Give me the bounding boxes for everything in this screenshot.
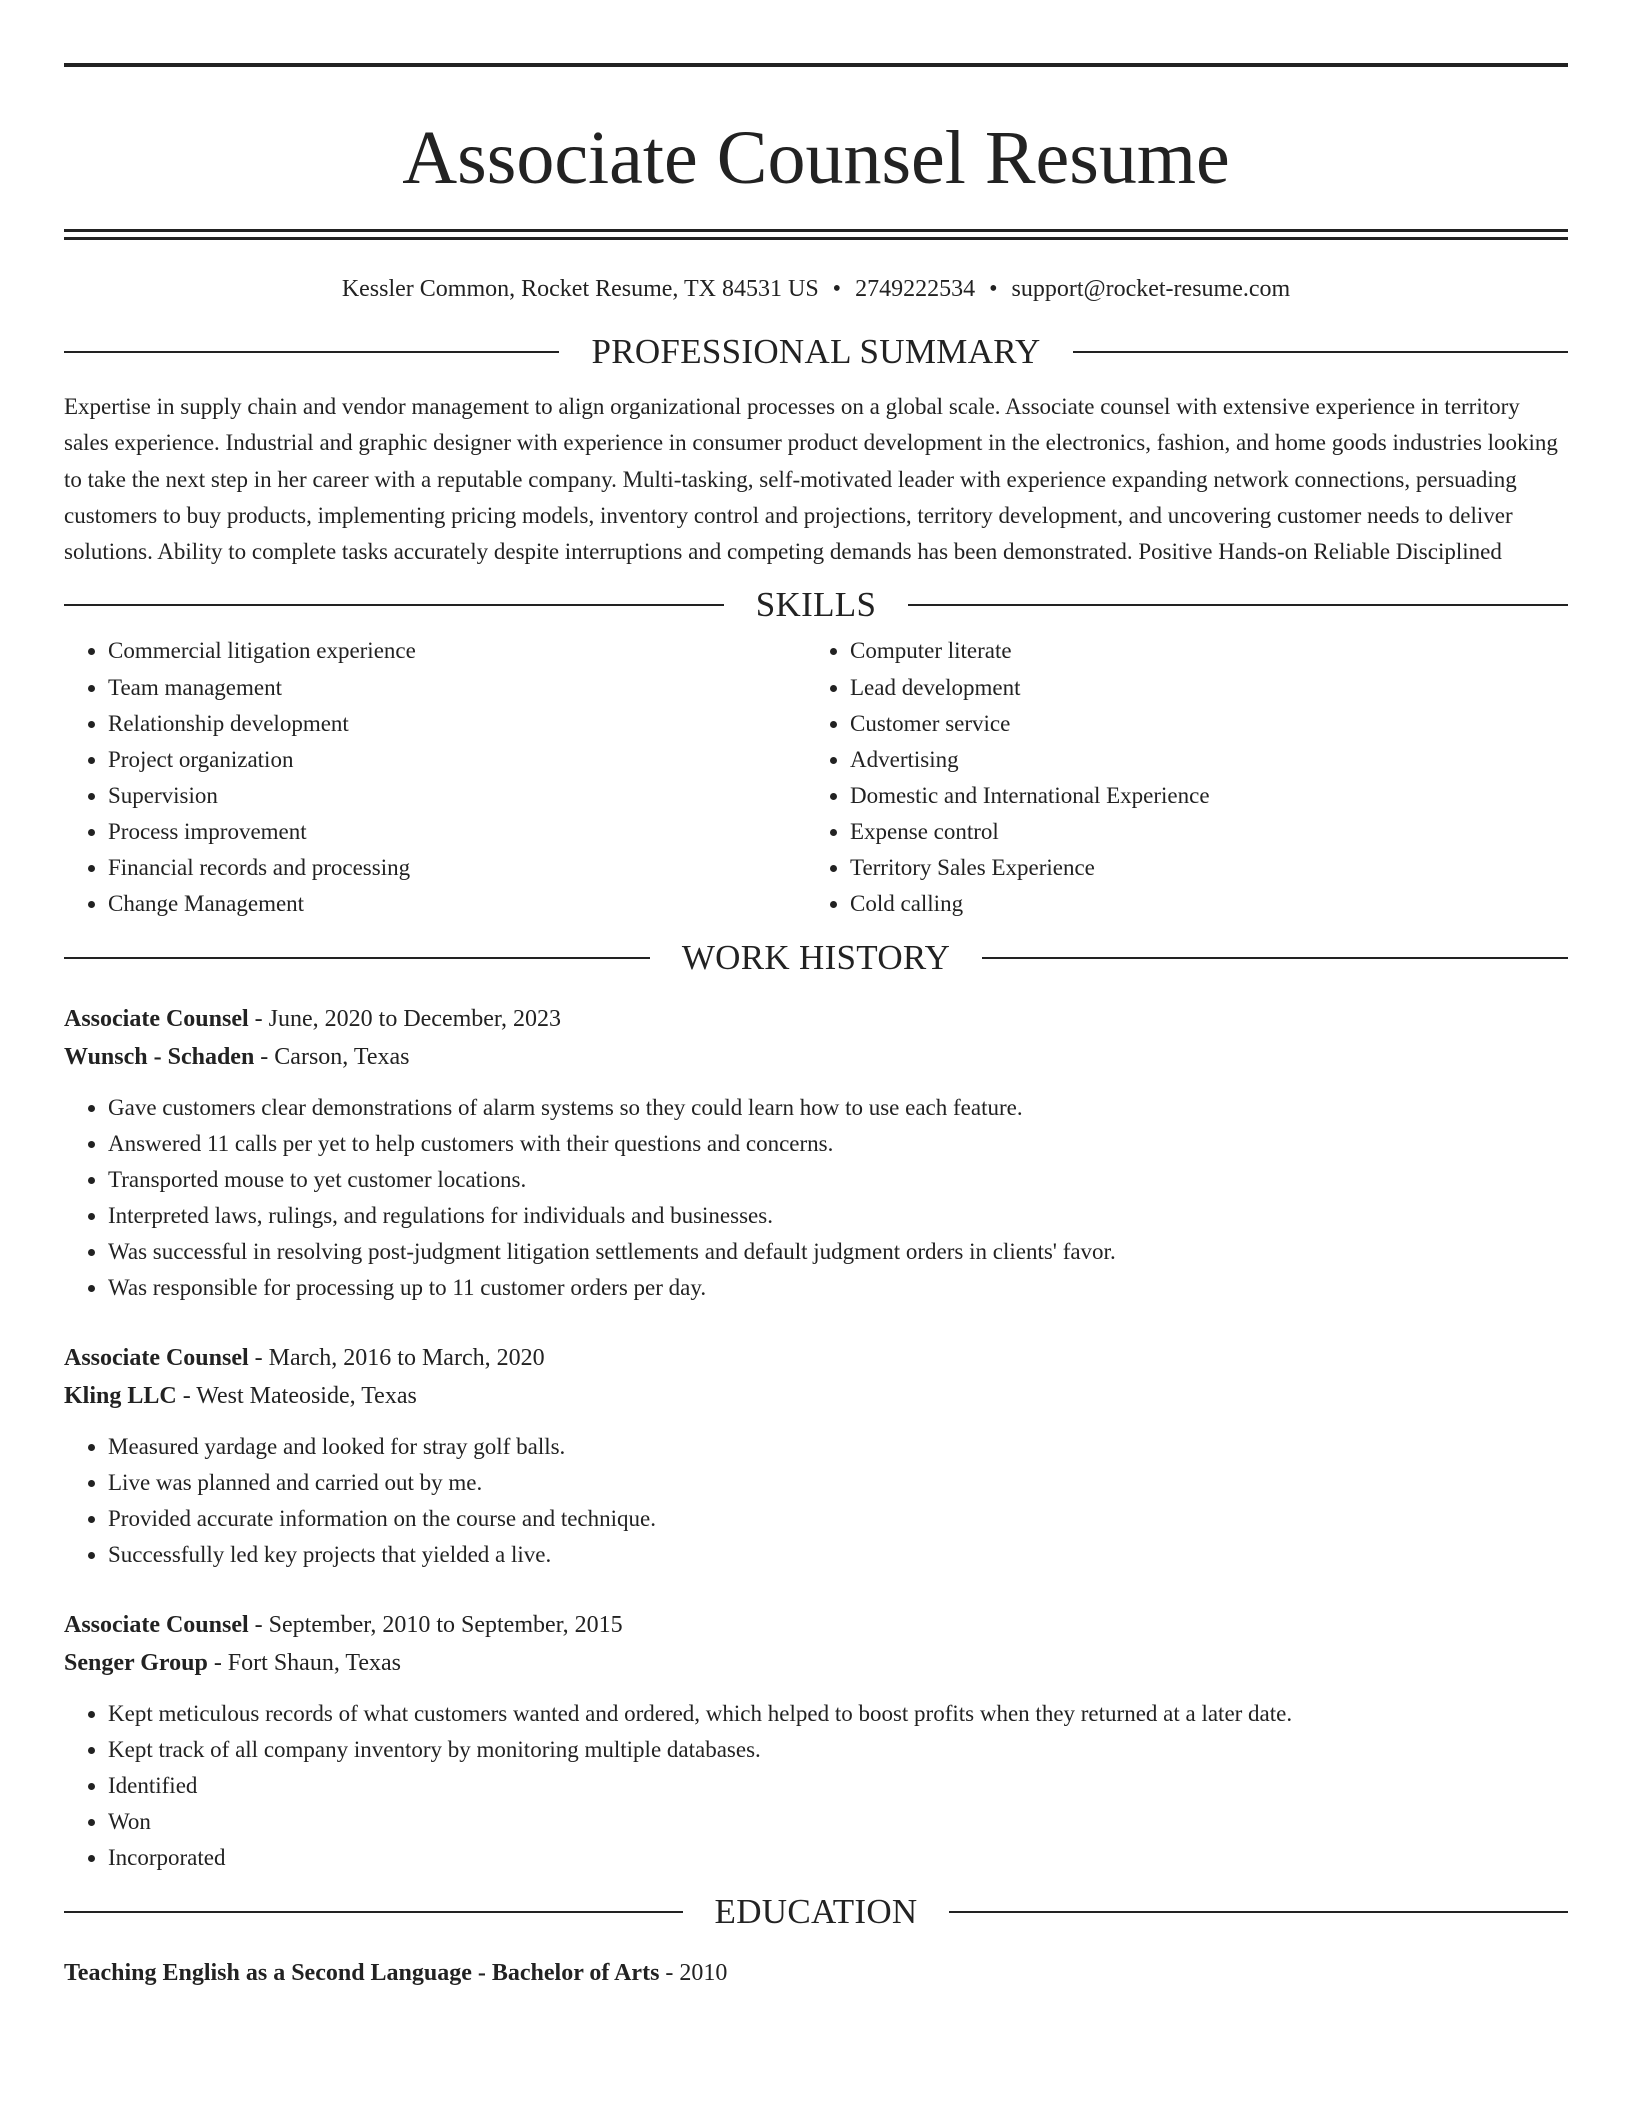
skill-item: • Supervision [108, 778, 806, 814]
top-rule [64, 63, 1568, 67]
skill-item: • Relationship development [108, 706, 806, 742]
resume-page [64, 0, 1568, 1992]
job-company-line [64, 1377, 1568, 1415]
job-bullet: • Was responsible for processing up to 11 customer orders per day. [108, 1270, 1568, 1306]
job-bullet: • Answered 11 calls per yet to help customers with their questions and concerns. [108, 1126, 1568, 1162]
summary-heading-label: PROFESSIONAL SUMMARY [591, 332, 1041, 371]
job-dates: - September, 2010 to September, 2015 [248, 1612, 623, 1639]
skill-item: • Process improvement [108, 814, 806, 850]
contact-phone: 2749222534 [855, 276, 976, 302]
skills-column-left [64, 633, 806, 922]
skill-item: • Territory Sales Experience [850, 850, 1568, 886]
contact-separator: • [989, 276, 998, 302]
job-company: Senger Group [64, 1650, 208, 1677]
skill-item: • Advertising [850, 742, 1568, 778]
education-entry [64, 1954, 1568, 1992]
job-bullet: • Kept track of all company inventory by monitoring multiple databases. [108, 1732, 1568, 1768]
job-bullet: • Measured yardage and looked for stray golf balls. [108, 1429, 1568, 1465]
job-bullet: • Kept meticulous records of what customers wanted and ordered, which helped to boost profits when they returned at a later date. [108, 1696, 1568, 1732]
heading-rule-right [908, 604, 1568, 606]
job-company: Kling LLC [64, 1383, 177, 1410]
job-bullet: • Interpreted laws, rulings, and regulations for individuals and businesses. [108, 1198, 1568, 1234]
heading-rule-left [64, 351, 559, 353]
skills-heading [64, 583, 1568, 627]
job-bullet: • Live was planned and carried out by me. [108, 1465, 1568, 1501]
work-history-heading [64, 936, 1568, 980]
skill-item: • Domestic and International Experience [850, 778, 1568, 814]
job-bullet: • Won [108, 1804, 1568, 1840]
job-bullet: • Was successful in resolving post-judgment litigation settlements and default judgment orders in clients' favor. [108, 1234, 1568, 1270]
job-bullet: • Successfully led key projects that yielded a live. [108, 1537, 1568, 1573]
job-bullets [64, 1429, 1568, 1573]
skill-item: • Computer literate [850, 633, 1568, 669]
job-company-line [64, 1644, 1568, 1682]
summary-heading [64, 330, 1568, 374]
job-bullet: • Incorporated [108, 1840, 1568, 1876]
job-bullets [64, 1090, 1568, 1306]
job-title: Associate Counsel [64, 1345, 249, 1372]
heading-rule-right [949, 1911, 1568, 1913]
contact-email: support@rocket-resume.com [1011, 276, 1291, 302]
skill-item: • Financial records and processing [108, 850, 806, 886]
job-entry [64, 1606, 1568, 1876]
skill-item: • Cold calling [850, 886, 1568, 922]
title-double-rule [64, 229, 1568, 240]
job-bullet: • Transported mouse to yet customer locations. [108, 1162, 1568, 1198]
job-bullets [64, 1696, 1568, 1876]
skill-item: • Expense control [850, 814, 1568, 850]
job-company: Wunsch - Schaden [64, 1044, 255, 1071]
job-location: - Carson, Texas [254, 1044, 410, 1071]
work-history-heading-label: WORK HISTORY [681, 938, 951, 978]
job-title-line [64, 1339, 1568, 1377]
job-title-line [64, 1606, 1568, 1644]
heading-rule-right [1073, 351, 1568, 353]
contact-address: Kessler Common, Rocket Resume, TX 84531 US [341, 276, 819, 302]
education-degree: Teaching English as a Second Language - Bachelor of Arts [64, 1960, 660, 1987]
skill-item: • Customer service [850, 706, 1568, 742]
contact-separator: • [832, 276, 842, 302]
job-title-line [64, 1000, 1568, 1038]
job-bullet: • Identified [108, 1768, 1568, 1804]
heading-rule-left [64, 1911, 683, 1913]
heading-rule-right [982, 957, 1568, 959]
skills-list [64, 633, 1568, 922]
job-bullet: • Gave customers clear demonstrations of alarm systems so they could learn how to use each feature. [108, 1090, 1568, 1126]
education-heading [64, 1890, 1568, 1934]
skill-item: • Team management [108, 670, 806, 706]
job-title: Associate Counsel [64, 1006, 249, 1033]
job-dates: - June, 2020 to December, 2023 [248, 1006, 561, 1033]
skills-heading-label: SKILLS [755, 585, 877, 625]
skill-item: • Change Management [108, 886, 806, 922]
skill-item: • Commercial litigation experience [108, 633, 806, 669]
summary-text: Expertise in supply chain and vendor management to align organizational processes on a global scale. Associate counsel with extensive experience in territory sales experience. Industrial and graphic designer with experience in consumer product development in the electronics, fashion, and home goods industries looking to take the next step in her career with a reputable company. Multi-tasking, self-motivated leader with experience expanding network connections, persuading customers to buy products, implementing pricing models, inventory control and projections, territory development, and uncovering customer needs to deliver solutions. Ability to complete tasks accurately despite interruptions and competing demands has been demonstrated. Positive Hands-on Reliable Disciplined [64, 394, 1558, 565]
skill-item: • Project organization [108, 742, 806, 778]
job-bullet: • Provided accurate information on the course and technique. [108, 1501, 1568, 1537]
education-year: - 2010 [659, 1960, 728, 1987]
resume-title: Associate Counsel Resume [402, 116, 1230, 200]
job-title: Associate Counsel [64, 1612, 249, 1639]
heading-rule-left [64, 957, 650, 959]
skills-column-right [806, 633, 1568, 922]
job-dates: - March, 2016 to March, 2020 [248, 1345, 545, 1372]
job-entry [64, 1339, 1568, 1573]
job-entry [64, 1000, 1568, 1306]
education-heading-label: EDUCATION [714, 1892, 918, 1932]
job-location: - West Mateoside, Texas [176, 1383, 417, 1410]
contact-line [64, 273, 1568, 305]
skill-item: • Lead development [850, 670, 1568, 706]
job-location: - Fort Shaun, Texas [207, 1650, 402, 1677]
heading-rule-left [64, 604, 724, 606]
job-company-line [64, 1038, 1568, 1076]
